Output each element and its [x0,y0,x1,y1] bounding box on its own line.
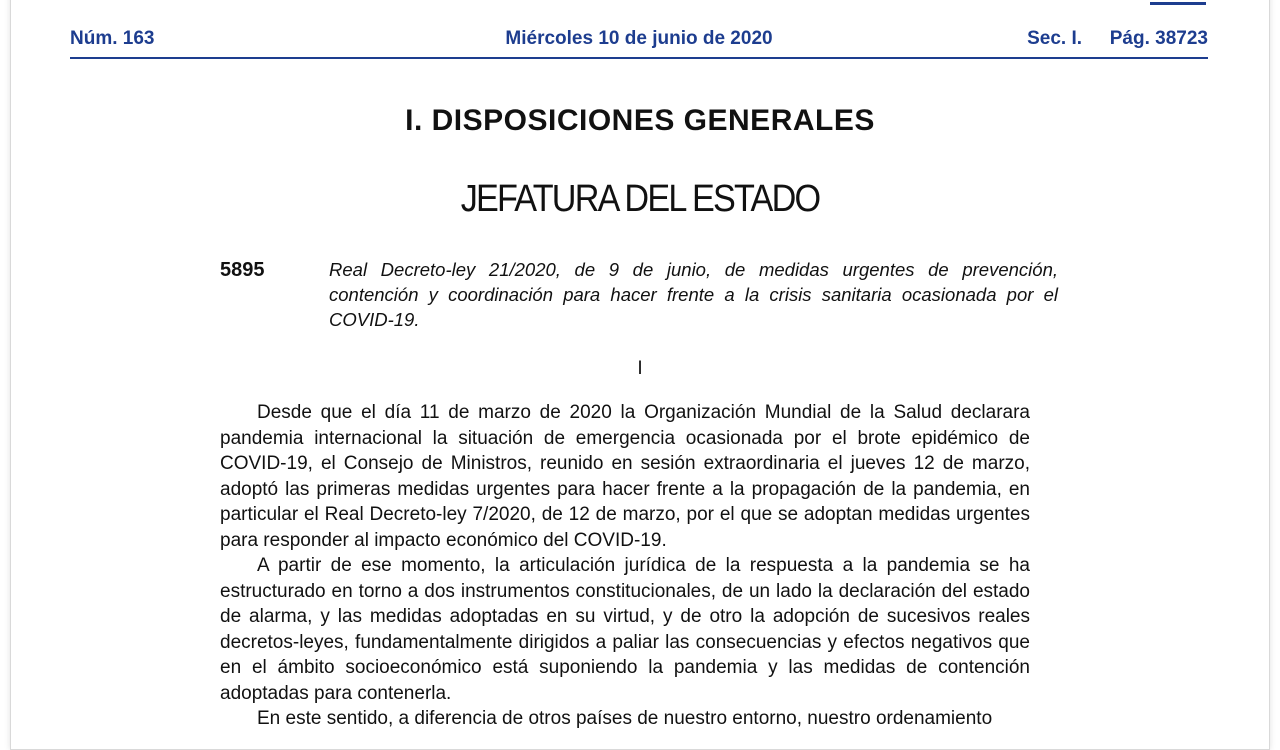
header-divider [70,57,1208,59]
document-summary: Real Decreto-ley 21/2020, de 9 de junio, de medidas urgentes de prevención, contención y coordinación para hacer frente a la crisis sanitaria ocasionada por el COVID-19. [329,259,1058,330]
paragraph: A partir de ese momento, la articulación jurídica de la respuesta a la pandemia se ha estructurado en torno a dos instrumentos constitucionales, de un lado la declaración del estado de alarma, y las medidas adoptadas en su virtud, y de otro la adopción de sucesivos reales decretos-leyes, fundamentalmente dirigidos a paliar las consecuencias y efectos negativos que en el ámbito socioeconómico está suponiendo la pandemia y las medidas de contención adoptadas para contenerla. [220,555,1030,704]
paragraph: Desde que el día 11 de marzo de 2020 la Organización Mundial de la Salud declarara pandemia internacional la situación de emergencia ocasionada por el brote epidémico de COVID-19, el Consejo de Ministros, reunido en sesión extraordinaria el jueves 12 de marzo, adoptó las primeras medidas urgentes para hacer frente a la propagación de la pandemia, en particular el Real Decreto-ley 7/2020, de 12 de marzo, por el que se adoptan medidas urgentes para responder al impacto económico del COVID-19. [220,402,1030,551]
bulletin-date: Miércoles 10 de junio de 2020 [505,28,773,49]
boe-logo-fragment [1150,0,1206,5]
bulletin-section: Sec. I. [1027,28,1082,49]
page-header [70,28,1208,52]
section-title: I. DISPOSICIONES GENERALES [405,104,875,137]
paragraph: En este sentido, a diferencia de otros países de nuestro entorno, nuestro ordenamiento [257,708,993,729]
chapter-heading: I [637,358,643,379]
organ-title: JEFATURA DEL ESTADO [460,178,820,220]
bulletin-page: Pág. 38723 [1109,28,1208,49]
body-text [220,400,1030,732]
bulletin-number: Núm. 163 [70,28,155,49]
document-number: 5895 [220,259,265,281]
